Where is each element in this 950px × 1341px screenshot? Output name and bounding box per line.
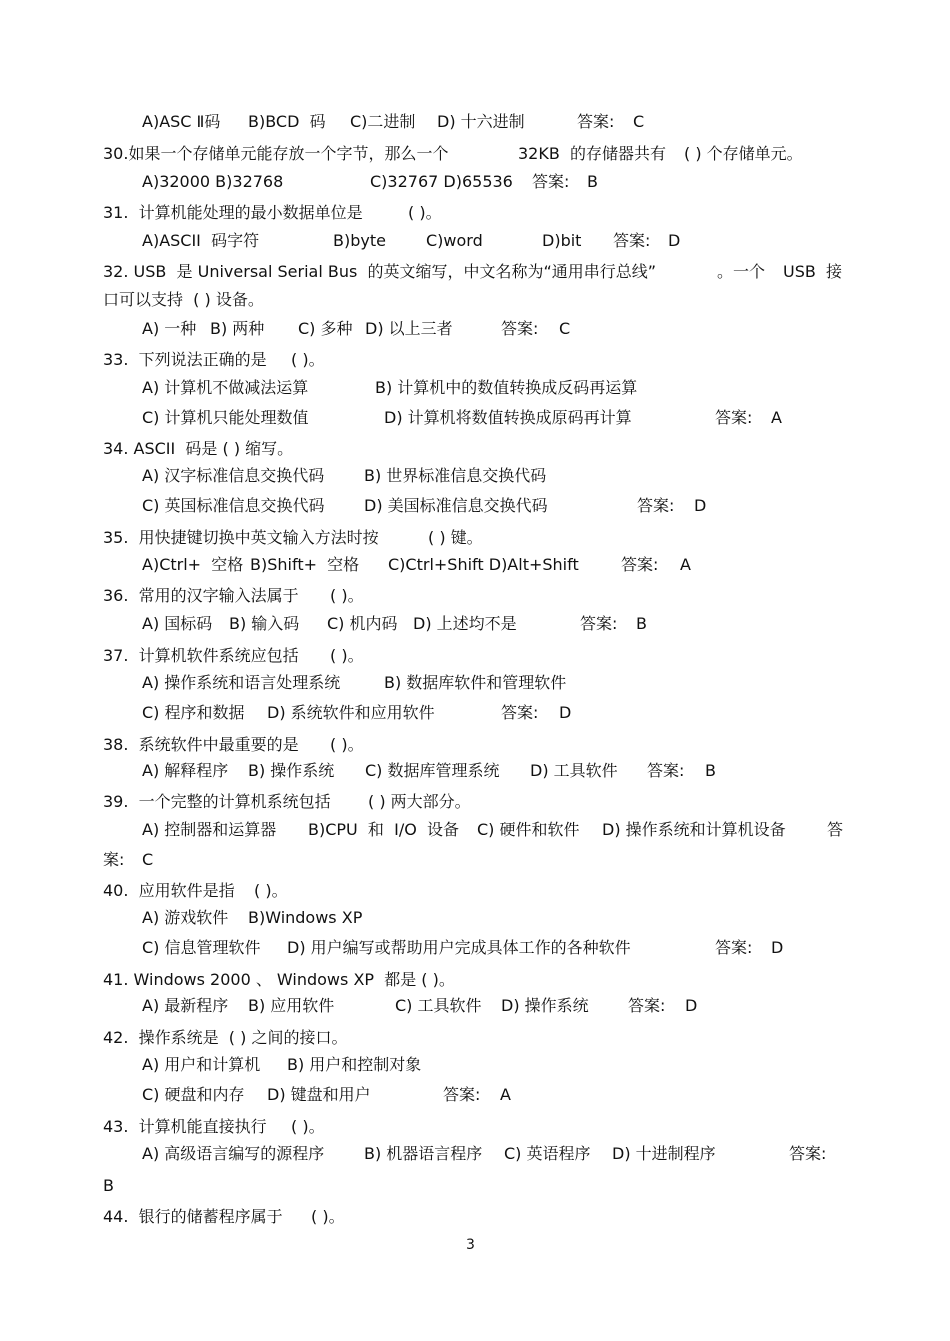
text-segment: ( )。 xyxy=(330,735,364,754)
text-segment: A)ASC Ⅱ码 xyxy=(142,112,221,131)
text-segment: D xyxy=(771,938,784,957)
text-segment: B) 数据库软件和管理软件 xyxy=(384,673,567,692)
text-segment: C) 程序和数据 xyxy=(142,703,245,722)
text-segment: 答案: xyxy=(715,938,753,957)
text-segment: D xyxy=(694,496,707,515)
text-segment: D) 键盘和用户 xyxy=(267,1085,371,1104)
text-segment: C) 英国标准信息交换代码 xyxy=(142,496,325,515)
text-segment: 41. Windows 2000 、 Windows XP 都是 ( )。 xyxy=(103,970,455,989)
text-segment: A) 最新程序 xyxy=(142,996,229,1015)
text-segment: 答案: xyxy=(532,172,570,191)
text-segment: 38. 系统软件中最重要的是 xyxy=(103,735,299,754)
text-segment: C)word xyxy=(426,231,483,250)
text-segment: C xyxy=(142,850,154,869)
text-segment: C) 机内码 xyxy=(327,614,398,633)
text-line xyxy=(0,1175,950,1205)
text-segment: C) 硬件和软件 xyxy=(477,820,580,839)
text-segment: D xyxy=(685,996,698,1015)
text-segment: 34. ASCII 码是 ( ) 缩写。 xyxy=(103,439,294,458)
text-segment: B) 两种 xyxy=(210,319,265,338)
text-line xyxy=(0,1143,950,1173)
text-segment: 答案: xyxy=(628,996,666,1015)
text-segment: B xyxy=(587,172,598,191)
text-segment: D) 美国标准信息交换代码 xyxy=(364,496,548,515)
text-line xyxy=(0,465,950,495)
text-segment: 答案: xyxy=(580,614,618,633)
text-segment: C) 工具软件 xyxy=(395,996,482,1015)
text-segment: B)CPU 和 I/O 设备 xyxy=(308,820,459,839)
text-segment: 答案: xyxy=(789,1144,827,1163)
text-segment: D) 工具软件 xyxy=(530,761,618,780)
text-segment: A) 汉字标准信息交换代码 xyxy=(142,466,325,485)
text-segment: 37. 计算机软件系统应包括 xyxy=(103,646,299,665)
text-line xyxy=(0,760,950,790)
text-segment: B) 机器语言程序 xyxy=(364,1144,483,1163)
text-segment: B xyxy=(636,614,647,633)
text-line xyxy=(0,849,950,879)
text-segment: D) 系统软件和应用软件 xyxy=(267,703,435,722)
text-segment: D xyxy=(668,231,681,250)
text-segment: ( )。 xyxy=(408,203,442,222)
text-segment: A)32000 B)32768 xyxy=(142,172,284,191)
text-segment: ( )。 xyxy=(291,350,325,369)
text-segment: A) 国标码 xyxy=(142,614,213,633)
text-line xyxy=(0,880,950,910)
text-segment: A) 解释程序 xyxy=(142,761,229,780)
text-segment: 答案: xyxy=(501,319,539,338)
text-segment: B) 应用软件 xyxy=(248,996,335,1015)
text-segment: A) 游戏软件 xyxy=(142,908,229,927)
text-segment: C) 信息管理软件 xyxy=(142,938,261,957)
text-segment: C) 数据库管理系统 xyxy=(365,761,500,780)
text-segment: A) 控制器和运算器 xyxy=(142,820,277,839)
text-segment: C xyxy=(559,319,571,338)
text-line xyxy=(0,995,950,1025)
text-line xyxy=(0,907,950,937)
text-segment: D) 十六进制 xyxy=(437,112,525,131)
text-line xyxy=(0,702,950,732)
text-line xyxy=(0,111,950,141)
text-segment: D) 以上三者 xyxy=(365,319,453,338)
text-line xyxy=(0,527,950,557)
text-segment: 答案: xyxy=(647,761,685,780)
text-segment: B) 用户和控制对象 xyxy=(287,1055,422,1074)
text-line xyxy=(0,171,950,201)
text-line xyxy=(0,407,950,437)
text-segment: 答案: xyxy=(443,1085,481,1104)
text-line xyxy=(0,349,950,379)
text-segment: C)32767 D)65536 xyxy=(370,172,513,191)
text-segment: A xyxy=(771,408,782,427)
text-segment: B)Shift+ 空格 xyxy=(250,555,360,574)
text-segment: D)bit xyxy=(542,231,582,250)
text-segment: D) 用户编写或帮助用户完成具体工作的各种软件 xyxy=(287,938,631,957)
text-segment: 。一个 xyxy=(717,262,766,281)
text-segment: C xyxy=(633,112,645,131)
text-segment: 33. 下列说法正确的是 xyxy=(103,350,267,369)
text-segment: 32KB 的存储器共有 xyxy=(518,144,667,163)
text-segment: 答案: xyxy=(637,496,675,515)
text-segment: C)Ctrl+Shift D)Alt+Shift xyxy=(388,555,579,574)
text-line xyxy=(0,1206,950,1236)
text-line xyxy=(0,585,950,615)
text-line xyxy=(0,143,950,173)
text-segment: 31. 计算机能处理的最小数据单位是 xyxy=(103,203,363,222)
text-segment: C) 计算机只能处理数值 xyxy=(142,408,309,427)
text-line xyxy=(0,230,950,260)
text-segment: ( )。 xyxy=(330,646,364,665)
text-segment: 口可以支持 ( ) 设备。 xyxy=(103,290,264,309)
text-segment: B)byte xyxy=(333,231,386,250)
text-segment: 答案: xyxy=(621,555,659,574)
text-segment: D) 操作系统 xyxy=(501,996,589,1015)
text-segment: A) 用户和计算机 xyxy=(142,1055,261,1074)
text-line xyxy=(0,791,950,821)
text-line xyxy=(0,1084,950,1114)
text-segment: C) 多种 xyxy=(298,319,353,338)
text-segment: A) 计算机不做减法运算 xyxy=(142,378,309,397)
text-segment: A) 高级语言编写的源程序 xyxy=(142,1144,325,1163)
text-segment: ( ) 两大部分。 xyxy=(368,792,471,811)
text-line xyxy=(0,1027,950,1057)
text-line xyxy=(0,289,950,319)
text-line xyxy=(0,554,950,584)
text-line xyxy=(0,438,950,468)
text-line xyxy=(0,819,950,849)
text-segment: A) 一种 xyxy=(142,319,197,338)
text-segment: ( ) 个存储单元。 xyxy=(684,144,803,163)
text-segment: A)Ctrl+ 空格 xyxy=(142,555,244,574)
text-line xyxy=(0,377,950,407)
text-line xyxy=(0,645,950,675)
text-segment: B xyxy=(103,1176,114,1195)
text-segment: A xyxy=(680,555,691,574)
text-segment: 35. 用快捷键切换中英文输入方法时按 xyxy=(103,528,379,547)
text-segment: 案: xyxy=(103,850,125,869)
text-line xyxy=(0,613,950,643)
text-segment: ( )。 xyxy=(330,586,364,605)
text-segment: 答案: xyxy=(501,703,539,722)
text-segment: 43. 计算机能直接执行 xyxy=(103,1117,267,1136)
text-segment: 答案: xyxy=(577,112,615,131)
text-segment: B) 计算机中的数值转换成反码再运算 xyxy=(375,378,638,397)
text-segment: 答 xyxy=(827,820,844,839)
text-segment: 32. USB 是 Universal Serial Bus 的英文缩写，中文名称为“通用串行总线” xyxy=(103,262,657,281)
text-segment: C) 英语程序 xyxy=(504,1144,591,1163)
text-segment: B xyxy=(705,761,716,780)
text-segment: C) 硬盘和内存 xyxy=(142,1085,245,1104)
text-segment: B)BCD 码 xyxy=(248,112,326,131)
text-segment: D) 计算机将数值转换成原码再计算 xyxy=(384,408,632,427)
text-segment: 36. 常用的汉字输入法属于 xyxy=(103,586,299,605)
text-segment: D xyxy=(559,703,572,722)
text-segment: 40. 应用软件是指 xyxy=(103,881,235,900)
text-line xyxy=(0,261,950,291)
text-segment: A)ASCII 码字符 xyxy=(142,231,260,250)
text-segment: 42. 操作系统是 ( ) 之间的接口。 xyxy=(103,1028,348,1047)
text-line xyxy=(0,672,950,702)
text-segment: B) 输入码 xyxy=(229,614,300,633)
text-segment: D) 十进制程序 xyxy=(612,1144,716,1163)
text-segment: ( ) 键。 xyxy=(428,528,483,547)
text-segment: D) 操作系统和计算机设备 xyxy=(602,820,786,839)
text-segment: B) 操作系统 xyxy=(248,761,335,780)
page-number: 3 xyxy=(466,1237,475,1253)
text-segment: A) 操作系统和语言处理系统 xyxy=(142,673,341,692)
text-segment: ( )。 xyxy=(311,1207,345,1226)
text-segment: B)Windows XP xyxy=(248,908,363,927)
text-segment: 30.如果一个存储单元能存放一个字节，那么一个 xyxy=(103,144,449,163)
text-segment: B) 世界标准信息交换代码 xyxy=(364,466,547,485)
text-line xyxy=(0,202,950,232)
text-segment: 39. 一个完整的计算机系统包括 xyxy=(103,792,331,811)
text-line xyxy=(0,318,950,348)
text-segment: C)二进制 xyxy=(350,112,416,131)
text-segment: A xyxy=(500,1085,511,1104)
text-segment: 44. 银行的储蓄程序属于 xyxy=(103,1207,283,1226)
text-segment: 答案: xyxy=(715,408,753,427)
text-segment: USB 接 xyxy=(783,262,843,281)
text-line xyxy=(0,1054,950,1084)
text-segment: 答案: xyxy=(613,231,651,250)
text-line xyxy=(0,937,950,967)
text-segment: ( )。 xyxy=(254,881,288,900)
text-segment: D) 上述均不是 xyxy=(413,614,517,633)
text-line xyxy=(0,1116,950,1146)
text-line xyxy=(0,495,950,525)
text-segment: ( )。 xyxy=(291,1117,325,1136)
